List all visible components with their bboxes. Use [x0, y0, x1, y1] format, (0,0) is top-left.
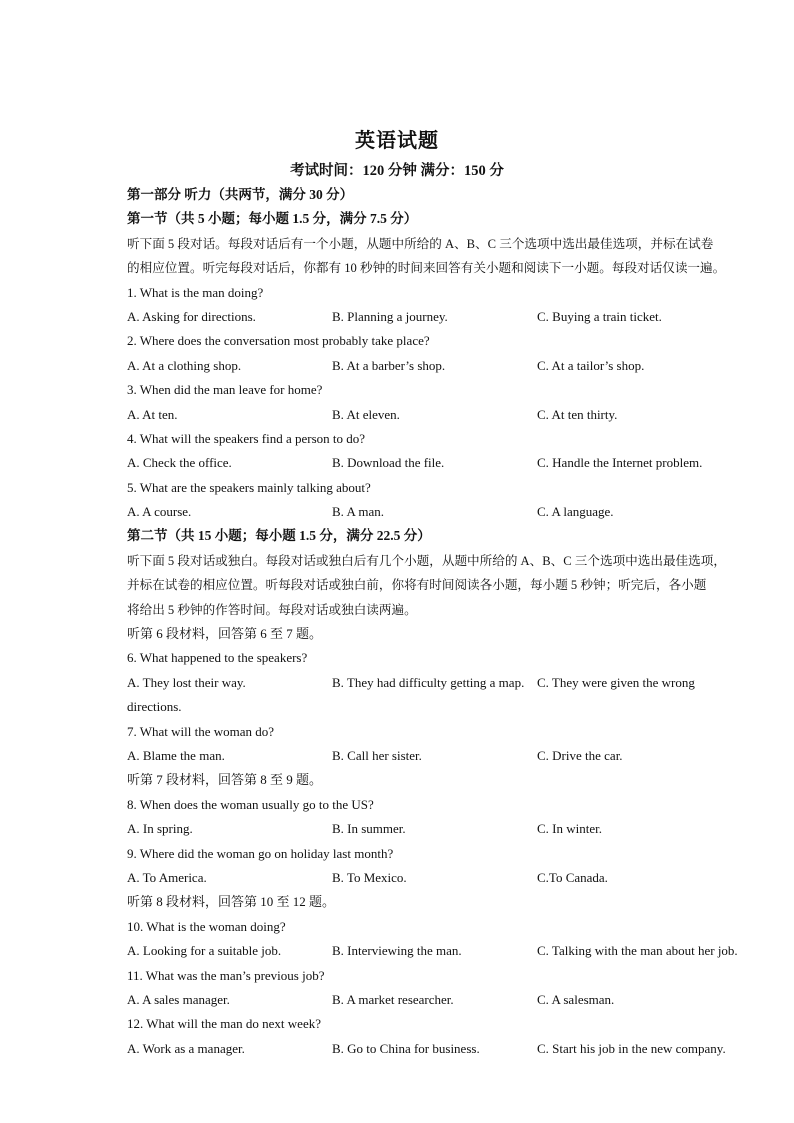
part-heading: 第一部分 听力（共两节，满分 30 分）	[127, 187, 354, 202]
question-text: 2. Where does the conversation most probably take place?	[127, 333, 430, 349]
option-c: C. Start his job in the new company.	[537, 1040, 726, 1056]
option-c: C. Handle the Internet problem.	[537, 455, 703, 471]
page-title: 英语试题	[355, 130, 439, 152]
option-c: C. Drive the car.	[537, 747, 623, 763]
option-a: A. At a clothing shop.	[127, 357, 242, 373]
question-text: 11. What was the man’s previous job?	[127, 967, 325, 983]
options-row	[127, 305, 751, 329]
option-a: A. Work as a manager.	[127, 1040, 245, 1056]
options-row	[127, 817, 751, 841]
options-row	[127, 1037, 751, 1061]
instruction-line: 并标在试卷的相应位置。听每段对话或独白前，你将有时间阅读各小题，每小题 5 秒钟；听完后，各小题	[127, 578, 707, 593]
question-text: 8. When does the woman usually go to the US?	[127, 796, 374, 812]
instruction-line: 听下面 5 段对话或独白。每段对话或独白后有几个小题，从题中所给的 A、B、C 三个选项中选出最佳选项，	[127, 553, 726, 568]
option-b: B. Call her sister.	[332, 747, 422, 763]
instruction-line: 的相应位置。听完每段对话后，你都有 10 秒钟的时间来回答有关小题和阅读下一小题。每段对话仅读一遍。	[127, 261, 726, 276]
material-note: 听第 8 段材料，回答第 10 至 12 题。	[127, 894, 336, 910]
option-c: C.To Canada.	[537, 869, 608, 885]
option-c-continuation: directions.	[127, 699, 182, 715]
question-text: 9. Where did the woman go on holiday last month?	[127, 845, 394, 861]
options-row	[127, 451, 751, 475]
options-row	[127, 866, 751, 890]
option-a: A. Asking for directions.	[127, 308, 256, 324]
option-a: A. To America.	[127, 869, 207, 885]
option-a: A. Looking for a suitable job.	[127, 943, 282, 959]
question-text: 3. When did the man leave for home?	[127, 382, 323, 398]
options-row	[127, 939, 751, 963]
option-b: B. Download the file.	[332, 455, 445, 471]
option-a: A. At ten.	[127, 406, 178, 422]
option-b: B. A man.	[332, 504, 385, 520]
options-row	[127, 354, 751, 378]
option-c: C. Talking with the man about her job.	[537, 943, 738, 959]
option-a: A. In spring.	[127, 821, 193, 837]
options-row	[127, 671, 751, 695]
option-a: A. Blame the man.	[127, 747, 225, 763]
option-b: B. At a barber’s shop.	[332, 357, 446, 373]
option-c: C. In winter.	[537, 821, 602, 837]
option-b: B. In summer.	[332, 821, 406, 837]
options-row	[127, 403, 751, 427]
instruction-line: 听下面 5 段对话。每段对话后有一个小题，从题中所给的 A、B、C 三个选项中选出最佳选项，并标在试卷	[127, 236, 714, 251]
option-a: A. A sales manager.	[127, 991, 230, 1007]
section-heading: 第二节（共 15 小题；每小题 1.5 分，满分 22.5 分）	[127, 528, 431, 544]
option-a: A. Check the office.	[127, 455, 232, 471]
option-b: B. To Mexico.	[332, 869, 407, 885]
option-c: C. A salesman.	[537, 991, 615, 1007]
option-c: C. At a tailor’s shop.	[537, 357, 645, 373]
option-b: B. They had difficulty getting a map.	[332, 674, 525, 690]
material-note: 听第 7 段材料，回答第 8 至 9 题。	[127, 772, 323, 788]
options-row	[127, 744, 751, 768]
instruction-line: 将给出 5 秒钟的作答时间。每段对话或独白读两遍。	[127, 602, 417, 617]
option-a: A. A course.	[127, 504, 192, 520]
exam-content	[127, 183, 751, 1061]
option-c: C. At ten thirty.	[537, 406, 618, 422]
option-c: C. Buying a train ticket.	[537, 308, 662, 324]
option-a: A. They lost their way.	[127, 674, 246, 690]
option-b: B. At eleven.	[332, 406, 400, 422]
option-b: B. Go to China for business.	[332, 1040, 480, 1056]
options-row	[127, 988, 751, 1012]
question-text: 1. What is the man doing?	[127, 284, 264, 300]
question-text: 4. What will the speakers find a person to do?	[127, 430, 366, 446]
question-text: 5. What are the speakers mainly talking about?	[127, 479, 371, 495]
question-text: 10. What is the woman doing?	[127, 918, 286, 934]
exam-info: 考试时间：120 分钟 满分：150 分	[290, 163, 504, 179]
option-c: C. A language.	[537, 504, 614, 520]
option-b: B. Planning a journey.	[332, 308, 448, 324]
section-heading: 第一节（共 5 小题；每小题 1.5 分，满分 7.5 分）	[127, 211, 418, 227]
question-text: 12. What will the man do next week?	[127, 1016, 321, 1032]
option-b: B. Interviewing the man.	[332, 943, 462, 959]
question-text: 6. What happened to the speakers?	[127, 650, 308, 666]
option-c: C. They were given the wrong	[537, 674, 695, 690]
option-b: B. A market researcher.	[332, 991, 454, 1007]
options-row	[127, 500, 751, 524]
question-text: 7. What will the woman do?	[127, 723, 275, 739]
material-note: 听第 6 段材料，回答第 6 至 7 题。	[127, 626, 323, 642]
